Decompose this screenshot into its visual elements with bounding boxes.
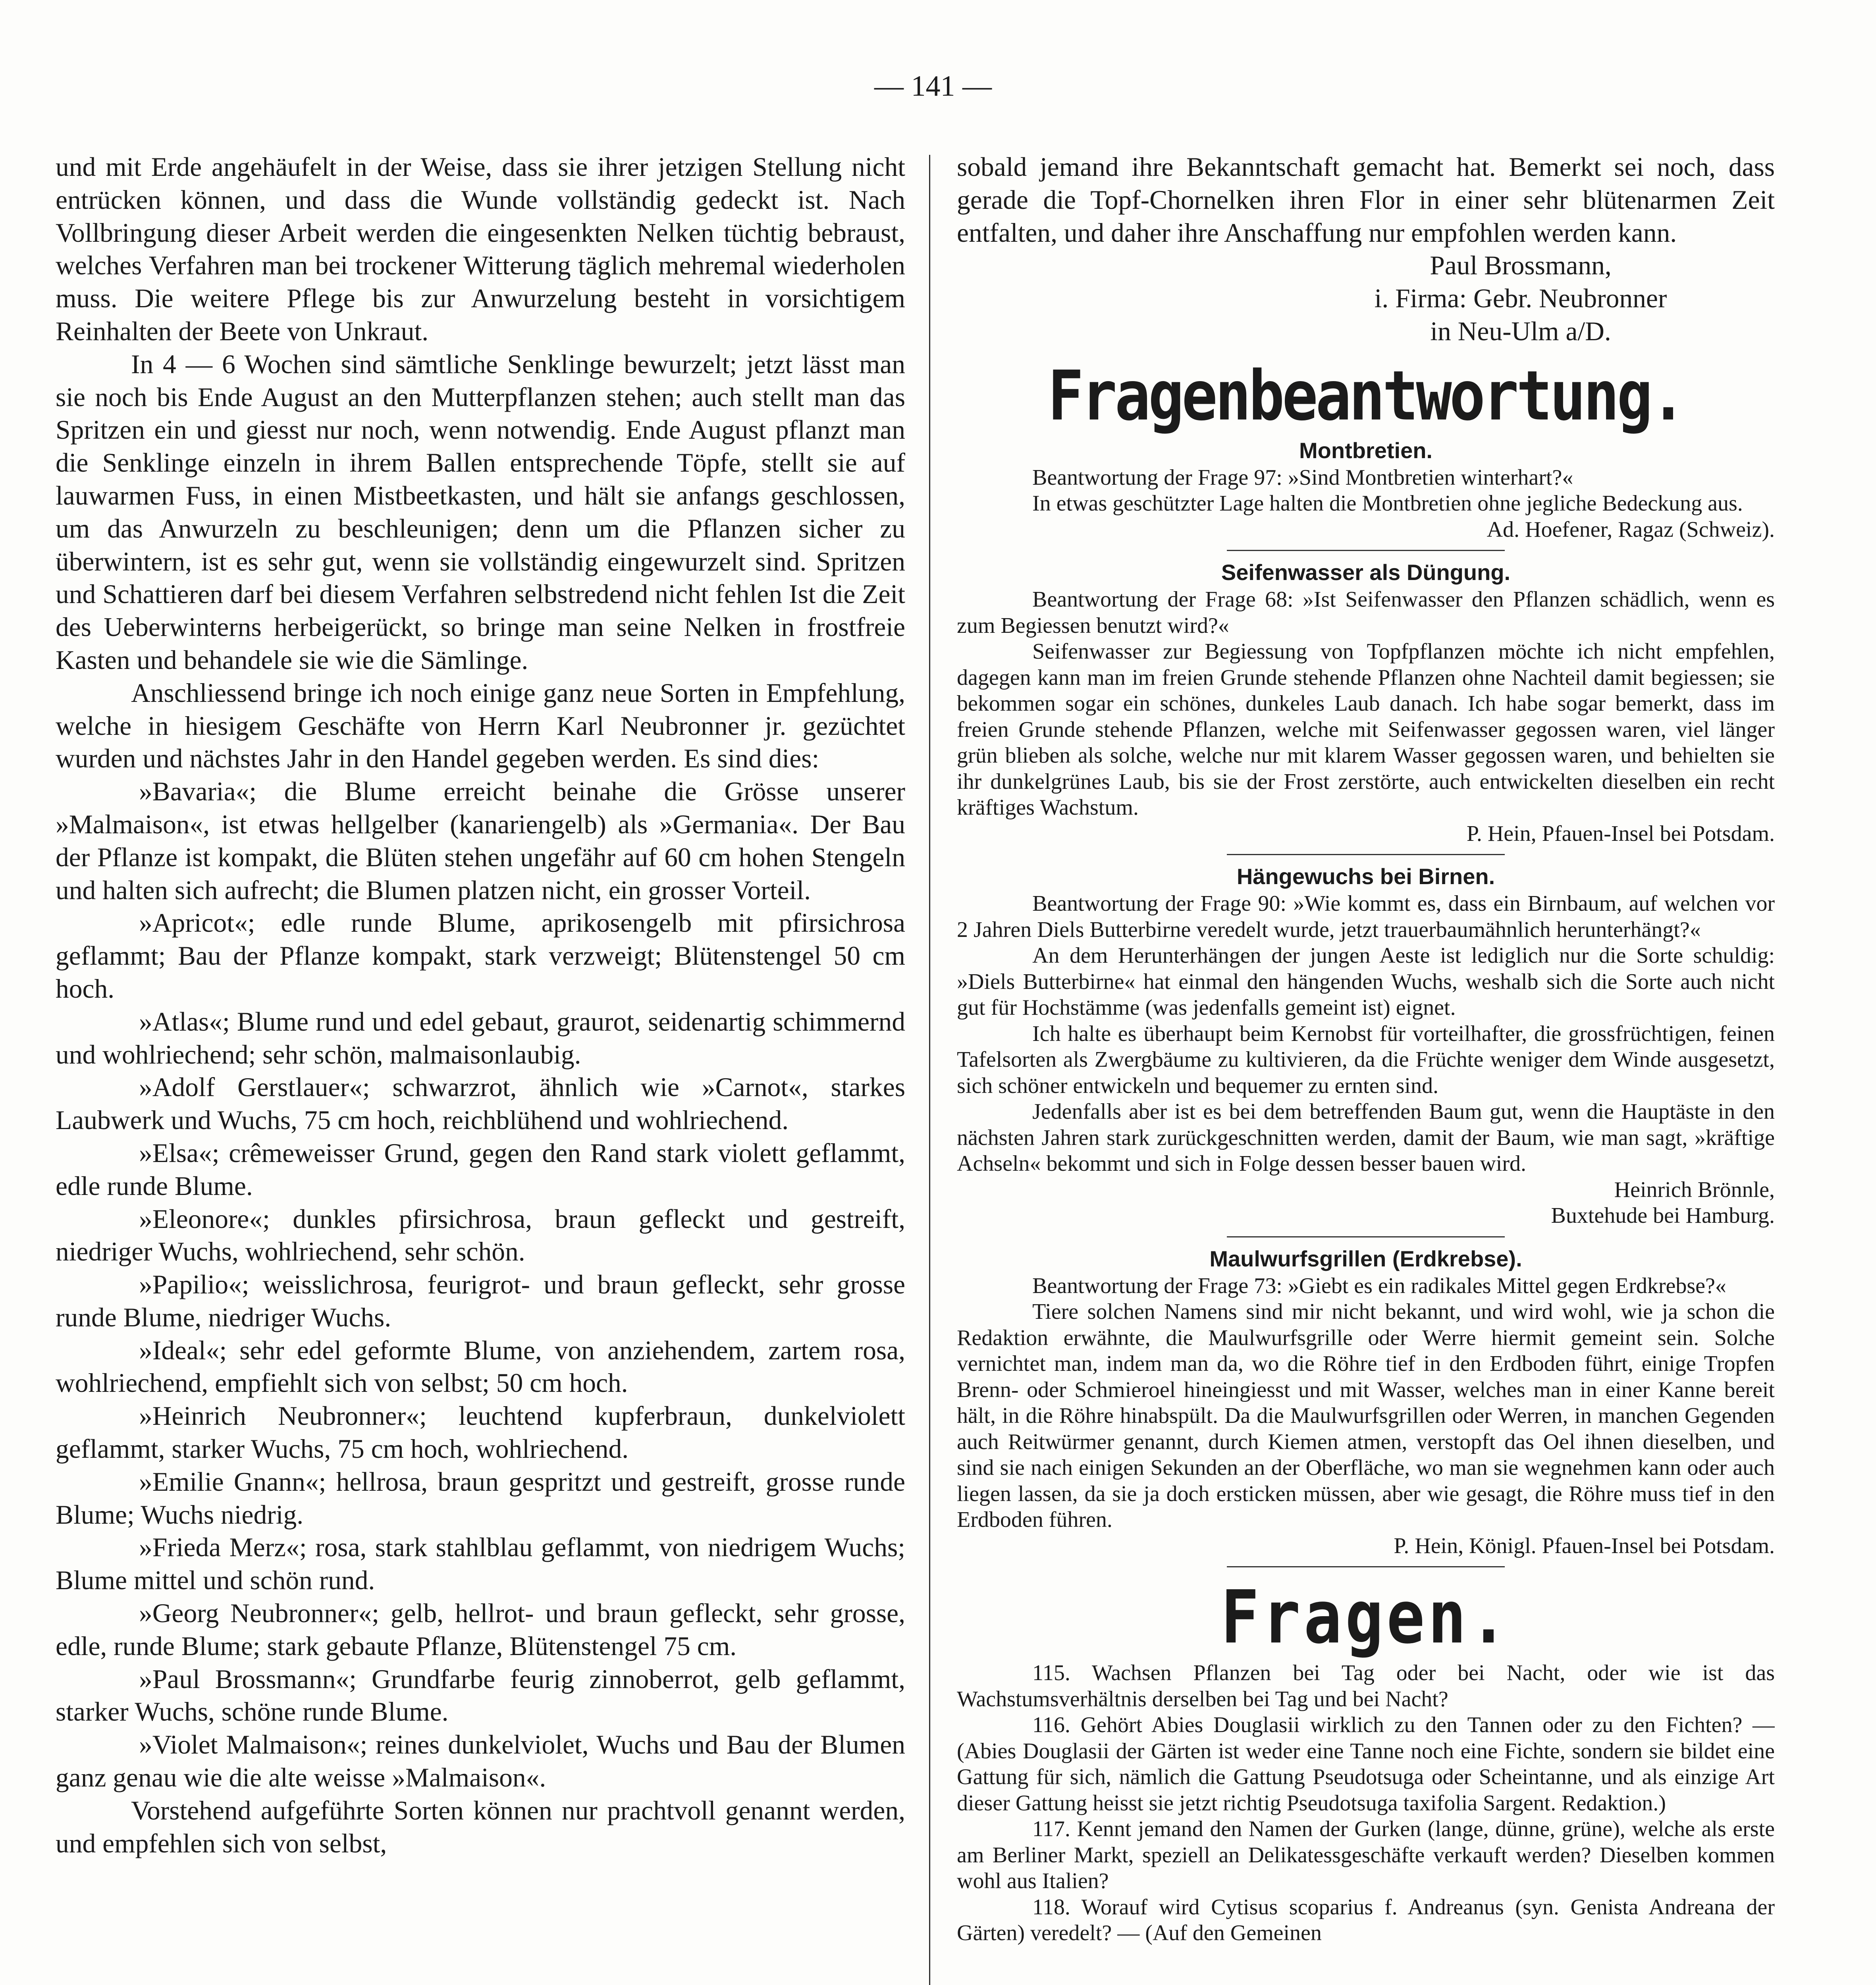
answer-signature: Buxtehude bei Hamburg. bbox=[1551, 1203, 1775, 1228]
page-number: — 141 — bbox=[874, 70, 992, 102]
variety-paragraph: »Georg Neubronner«; gelb, hellrot- und braun gefleckt, sehr grosse, edle, runde Blume; stark gebaute Pflanze, Blütenstengel 75 cm. bbox=[56, 1598, 905, 1661]
variety-paragraph: »Atlas«; Blume rund und edel gebaut, graurot, seidenartig schimmernd und wohlriechend; sehr schön, malmaisonlaubig. bbox=[56, 1006, 905, 1070]
section-heading-questions: Fragen. bbox=[1220, 1575, 1511, 1660]
body-paragraph: In 4 — 6 Wochen sind sämtliche Senklinge bewurzelt; jetzt lässt man sie noch bis Ende August an den Mutterpflanzen stehen; auch stellt man das Spritzen ein und giesst nur noch, wenn notwendig. Ende August pflanzt man die Senklinge einzeln in ihrem Ballen entsprechende Töpfe, stellt sie auf lauwarmen Fuss, in einen Mistbeetkasten, und hält sie anfangs geschlossen, um das Anwurzeln zu beschleunigen; denn um die Pflanzen sicher zu überwintern, ist es sehr gut, wenn sie vollständig eingewurzelt sind. Spritzen und Schattieren darf bei diesem Verfahren selbstredend nicht fehlen Ist die Zeit des Ueberwinterns herbeigerückt, so bringe man seine Nelken in frostfreie Kasten und behandele sie wie die Sämlinge. bbox=[56, 349, 905, 675]
answer-block bbox=[957, 437, 1775, 543]
answer-paragraph: Jedenfalls aber ist es bei dem betreffenden Baum gut, wenn die Hauptäste in den nächsten Jahren stark zurückgeschnitten werden, damit der Baum, wie man sagt, »kräftige Achseln« bekommt und sich in Folge dessen besser bauen wird. bbox=[957, 1099, 1775, 1176]
author-signature: Paul Brossmann, bbox=[1430, 251, 1612, 281]
section-heading-answers: Fragenbeantwortung. bbox=[1048, 356, 1684, 436]
variety-paragraph: »Paul Brossmann«; Grundfarbe feurig zinnoberrot, gelb geflammt, starker Wuchs, schöne runde Blume. bbox=[56, 1664, 905, 1727]
body-paragraph: und mit Erde angehäufelt in der Weise, dass sie ihrer jetzigen Stellung nicht entrücken können, und dass die Wunde vollständig gedeckt ist. Nach Vollbringung dieser Arbeit werden die eingesenkten Nelken tüchtig bebraust, welches Verfahren man bei trockener Witterung täglich mehremal wiederholen muss. Die weitere Pflege bis zur Anwurzelung besteht in vorsichtigem Reinhalten der Beete von Unkraut. bbox=[56, 152, 905, 346]
variety-paragraph: »Frieda Merz«; rosa, stark stahlblau geflammt, von niedrigem Wuchs; Blume mittel und schön rund. bbox=[56, 1532, 905, 1596]
variety-paragraph: »Ideal«; sehr edel geformte Blume, von anziehendem, zartem rosa, wohlriechend, empfiehlt sich von selbst; 50 cm hoch. bbox=[56, 1335, 905, 1398]
answer-paragraph: Tiere solchen Namens sind mir nicht bekannt, und wird wohl, wie ja schon die Redaktion erwähnte, die Maulwurfsgrille oder Werre hiermit gemeint sein. Solche vernichtet man, indem man da, wo die Röhre tief in den Erdboden führt, einige Tropfen Brenn- oder Schmieroel hineingiesst und mit Wasser, welches man in einer Kanne bereit hält, in die Röhre hinabspült. Da die Maulwurfsgrillen oder Werren, in manchen Gegenden auch Reitwürmer genannt, durch Kiemen atmen, verstopft das Oel ihnen dieselben, und sind sie nach einigen Sekunden an der Oberfläche, wo man sie wegnehmen kann oder auch liegen lassen, da sie ja doch ersticken müssen, aber wie gesagt, die Röhre muss tief in den Erdboden führen. bbox=[957, 1299, 1775, 1532]
answer-heading: Maulwurfsgrillen (Erdkrebse). bbox=[1209, 1246, 1522, 1271]
author-signature: in Neu-Ulm a/D. bbox=[1430, 316, 1611, 346]
answer-paragraph: Beantwortung der Frage 97: »Sind Montbretien winterhart?« bbox=[1032, 465, 1573, 490]
answer-signature: Ad. Hoefener, Ragaz (Schweiz). bbox=[1487, 517, 1775, 542]
section-divider bbox=[1227, 1236, 1505, 1237]
answer-block bbox=[957, 863, 1775, 1229]
variety-paragraph: »Papilio«; weisslichrosa, feurigrot- und braun gefleckt, sehr grosse runde Blume, niedriger Wuchs. bbox=[56, 1270, 905, 1332]
answer-heading: Montbretien. bbox=[1299, 437, 1433, 463]
section-divider bbox=[1227, 854, 1505, 855]
question-item: 117. Kennt jemand den Namen der Gurken (lange, dünne, grüne), welche als erste am Berliner Markt, speziell an Delikatessgeschäfte verkauft werden? Dieselben kommen wohl aus Italien? bbox=[957, 1817, 1775, 1894]
question-item: 116. Gehört Abies Douglasii wirklich zu den Tannen oder zu den Fichten? — (Abies Douglasii der Gärten ist weder eine Tanne noch eine Fichte, sondern sie bildet eine Gattung für sich, nämlich die Gattung Pseudotsuga oder Scheintanne, und als einzige Art dieser Gattung heisst sie jetzt richtig Pseudotsuga taxifolia Sargent. Redaktion.) bbox=[957, 1713, 1775, 1815]
question-item: 118. Worauf wird Cytisus scoparius f. Andreanus (syn. Genista Andreana der Gärten) veredelt? — (Auf den Gemeinen bbox=[957, 1894, 1775, 1946]
variety-paragraph: »Heinrich Neubronner«; leuchtend kupferbraun, dunkelviolett geflammt, starker Wuchs, 75 cm hoch, wohlriechend. bbox=[56, 1401, 905, 1464]
right-column bbox=[957, 151, 1775, 1985]
variety-paragraph: »Adolf Gerstlauer«; schwarzrot, ähnlich wie »Carnot«, starkes Laubwerk und Wuchs, 75 cm hoch, reichblühend und wohlriechend. bbox=[56, 1072, 905, 1135]
body-paragraph: Vorstehend aufgeführte Sorten können nur prachtvoll genannt werden, und empfehlen sich von selbst, bbox=[56, 1795, 905, 1858]
answer-paragraph: Seifenwasser zur Begiessung von Topfpflanzen möchte ich nicht empfehlen, dagegen kann man im freien Grunde stehende Pflanzen ohne Nachteil damit begiessen; sie bekommen sogar ein schönes, dunkeles Laub danach. Ich habe sogar bemerkt, dass im freien Grunde stehende Pflanzen, welche mit Seifenwasser gegossen waren, viel länger grün blieben als solche, welche nur mit klarem Wasser gegossen waren, und behielten sie ihr dunkelgrünes Laub, bis sie der Frost zerstörte, auch entwickelten dieselben ein recht kräftiges Wachstum. bbox=[957, 639, 1775, 820]
variety-paragraph: »Bavaria«; die Blume erreicht beinahe die Grösse unserer »Malmaison«, ist etwas hellgelber (kanariengelb) als »Germania«. Der Bau der Pflanze ist kompakt, die Blüten stehen ungefähr auf 60 cm hohen Stengeln und halten sich aufrecht; die Blumen platzen nicht, ein grosser Vorteil. bbox=[56, 777, 905, 905]
answer-paragraph: Beantwortung der Frage 73: »Giebt es ein radikales Mittel gegen Erdkrebse?« bbox=[1032, 1273, 1726, 1298]
body-paragraph: Anschliessend bringe ich noch einige ganz neue Sorten in Empfehlung, welche in hiesigem Geschäfte von Herrn Karl Neubronner jr. gezüchtet wurden und nächstes Jahr in den Handel gegeben werden. Es sind dies: bbox=[56, 678, 905, 774]
answer-signature: P. Hein, Pfauen-Insel bei Potsdam. bbox=[1466, 821, 1775, 846]
continued-paragraph: sobald jemand ihre Bekanntschaft gemacht hat. Bemerkt sei noch, dass gerade die Topf-Chornelken ihren Flor in einer sehr blütenarmen Zeit entfalten, und daher ihre Anschaffung nur empfohlen werden kann. bbox=[957, 152, 1775, 248]
answer-paragraph: Beantwortung der Frage 68: »Ist Seifenwasser den Pflanzen schädlich, wenn es zum Begiessen benutzt wird?« bbox=[957, 587, 1775, 638]
variety-paragraph: »Violet Malmaison«; reines dunkelviolet, Wuchs und Bau der Blumen ganz genau wie die alte weisse »Malmaison«. bbox=[56, 1730, 905, 1793]
section-divider bbox=[1227, 550, 1505, 551]
answer-paragraph: Ich halte es überhaupt beim Kernobst für vorteilhafter, die grossfrüchtigen, feinen Tafelsorten als Zwergbäume zu kultivieren, da die Früchte weniger dem Winde ausgesetzt, sich schöner entwickeln und bequemer zu ernten sind. bbox=[957, 1021, 1775, 1098]
author-signature: i. Firma: Gebr. Neubronner bbox=[1374, 283, 1667, 314]
answer-paragraph: An dem Herunterhängen der jungen Aeste ist lediglich nur die Sorte schuldig: »Diels Butterbirne« hat einmal den hängenden Wuchs, weshalb sich die Sorte auch nicht gut für Hochstämme (was jedenfalls gemeint ist) eignet. bbox=[957, 943, 1775, 1020]
section-divider bbox=[1227, 1566, 1505, 1567]
variety-paragraph: »Eleonore«; dunkles pfirsichrosa, braun gefleckt und gestreift, niedriger Wuchs, wohlriechend, sehr schön. bbox=[56, 1204, 905, 1267]
answer-block bbox=[957, 559, 1775, 847]
left-column bbox=[56, 151, 905, 1985]
answer-block bbox=[957, 1245, 1775, 1559]
answer-paragraph: Beantwortung der Frage 90: »Wie kommt es, dass ein Birnbaum, auf welchen vor 2 Jahren Diels Butterbirne veredelt wurde, jetzt trauerbaumähnlich herunterhängt?« bbox=[957, 891, 1775, 942]
column-rule bbox=[929, 155, 930, 1985]
answer-signature: P. Hein, Königl. Pfauen-Insel bei Potsdam. bbox=[1394, 1533, 1775, 1558]
variety-paragraph: »Emilie Gnann«; hellrosa, braun gespritzt und gestreift, grosse runde Blume; Wuchs niedrig. bbox=[56, 1467, 905, 1530]
answer-heading: Seifenwasser als Düngung. bbox=[1221, 560, 1511, 585]
question-item: 115. Wachsen Pflanzen bei Tag oder bei Nacht, oder wie ist das Wachstumsverhältnis derselben bei Tag und bei Nacht? bbox=[957, 1661, 1775, 1711]
questions-list bbox=[957, 1660, 1775, 1946]
variety-paragraph: »Apricot«; edle runde Blume, aprikosengelb mit pfirsichrosa geflammt; Bau der Pflanze kompakt, stark verzweigt; Blütenstengel 50 cm hoch. bbox=[56, 908, 905, 1004]
answer-signature: Heinrich Brönnle, bbox=[1614, 1177, 1775, 1202]
answer-paragraph: In etwas geschützter Lage halten die Montbretien ohne jegliche Bedeckung aus. bbox=[1032, 491, 1743, 516]
variety-paragraph: »Elsa«; crêmeweisser Grund, gegen den Rand stark violett geflammt, edle runde Blume. bbox=[56, 1138, 905, 1201]
answer-heading: Hängewuchs bei Birnen. bbox=[1236, 864, 1495, 889]
